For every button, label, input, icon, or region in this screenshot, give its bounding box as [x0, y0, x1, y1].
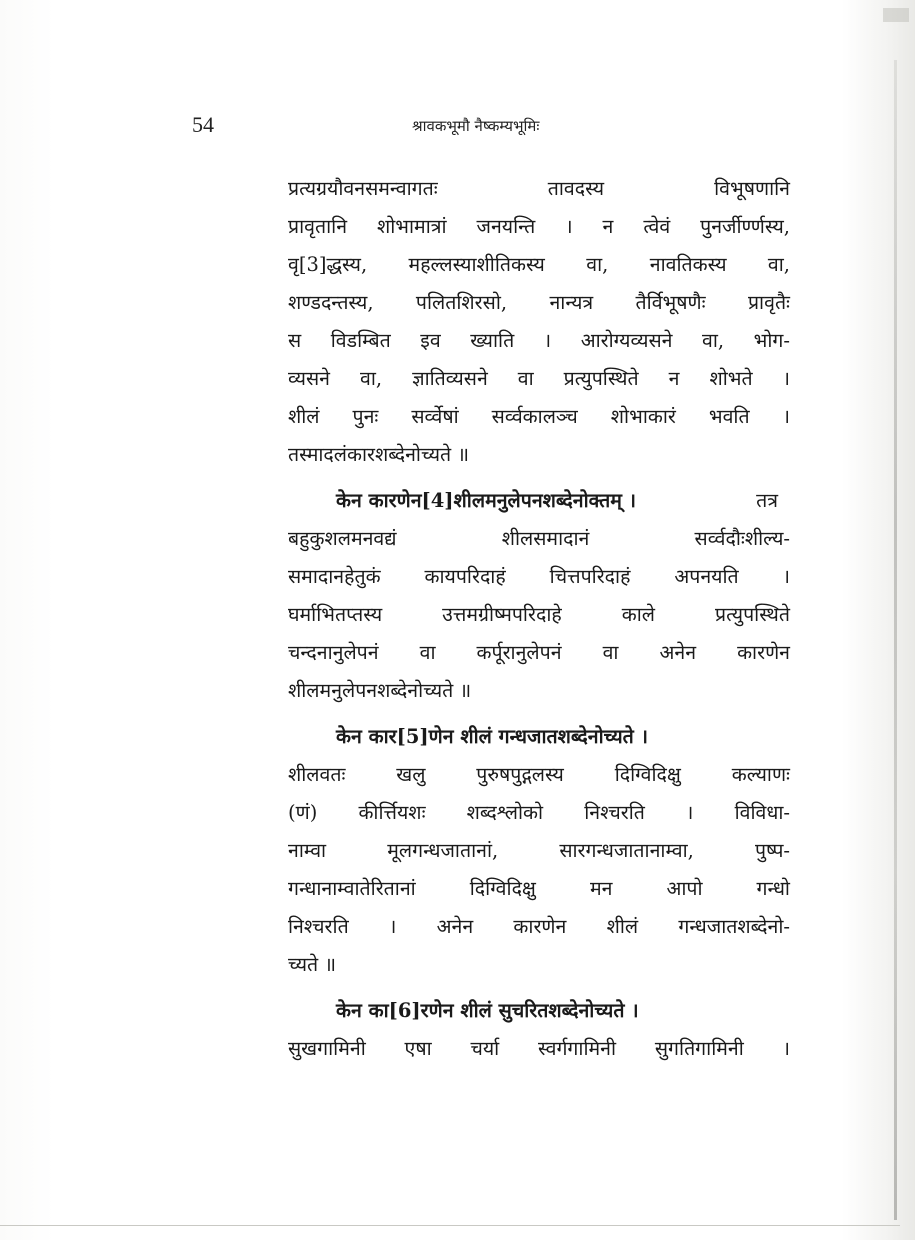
section-heading: केन कार[5]णेन शीलं गन्धजातशब्देनोच्यते ।: [336, 725, 648, 748]
running-title: श्रावकभूमौ नैष्कम्यभूमिः: [412, 117, 540, 135]
text-line: घर्माभितप्तस्य उत्तमग्रीष्मपरिदाहे काले प्रत्युपस्थिते: [288, 603, 790, 626]
text-line: शीलवतः खलु पुरुषपुद्गलस्य दिग्विदिक्षु कल्याणः: [288, 763, 790, 786]
section-heading: केन का[6]रणेन शीलं सुचरितशब्देनोच्यते ।: [336, 999, 639, 1022]
text-line: समादानहेतुकं कायपरिदाहं चित्तपरिदाहं अपनयति ।: [288, 565, 790, 588]
text-line: गन्धानाम्वातेरितानां दिग्विदिक्षु मन आपो गन्धो: [288, 877, 790, 900]
text-line: शण्डदन्तस्य, पलितशिरसो, नान्यत्र तैर्विभूषणैः प्रावृतैः: [288, 291, 790, 314]
text-line: निश्चरति । अनेन कारणेन शीलं गन्धजातशब्देनो-: [288, 915, 790, 938]
text-line: प्रावृतानि शोभामात्रां जनयन्ति । न त्वेवं पुनर्जीर्ण्णस्य,: [288, 215, 790, 238]
text-line: व्यसने वा, ज्ञातिव्यसने वा प्रत्युपस्थिते न शोभते ।: [288, 367, 790, 390]
text-line: शीलमनुलेपनशब्देनोच्यते ॥: [288, 679, 472, 702]
paragraph-fragrance: [288, 718, 790, 984]
paragraph-good-conduct: [288, 992, 790, 1068]
paragraph-ornament: [288, 170, 790, 474]
text-line: चन्दनानुलेपनं वा कर्पूरानुलेपनं वा अनेन कारणेन: [288, 641, 790, 664]
section-heading-line: [288, 482, 790, 520]
body-text: [288, 170, 790, 1068]
text-line: च्यते ॥: [288, 953, 337, 976]
section-heading: केन कारणेन[4]शीलमनुलेपनशब्देनोक्तम् ।: [336, 489, 637, 512]
text-line: सुखगामिनी एषा चर्या स्वर्गगामिनी सुगतिगामिनी ।: [288, 1037, 790, 1060]
scan-bottom-edge: [0, 1225, 900, 1226]
heading-continuation: तत्र: [756, 489, 778, 512]
scan-edge-shadow: [894, 60, 897, 1220]
scan-corner-mark: [883, 8, 909, 22]
text-line: वृ[3]द्धस्य, महल्लस्याशीतिकस्य वा, नावतिकस्य वा,: [288, 253, 790, 276]
page-number: 54: [192, 112, 214, 137]
paragraph-anointment: [288, 482, 790, 710]
text-line: नाम्वा मूलगन्धजातानां, सारगन्धजातानाम्वा, पुष्प-: [288, 839, 790, 862]
text-line: बहुकुशलमनवद्यं शीलसमादानं सर्व्वदौःशील्य-: [288, 527, 790, 550]
text-line: प्रत्यग्रयौवनसमन्वागतः तावदस्य विभूषणानि: [288, 177, 790, 200]
text-line: (णं) कीर्त्तियशः शब्दश्लोको निश्चरति । विविधा-: [288, 801, 790, 824]
text-line: स विडम्बित इव ख्याति । आरोग्यव्यसने वा, भोग-: [288, 329, 790, 352]
text-line: तस्मादलंकारशब्देनोच्यते ॥: [288, 443, 469, 466]
text-line: शीलं पुनः सर्व्वेषां सर्व्वकालञ्च शोभाकारं भवति ।: [288, 405, 790, 428]
